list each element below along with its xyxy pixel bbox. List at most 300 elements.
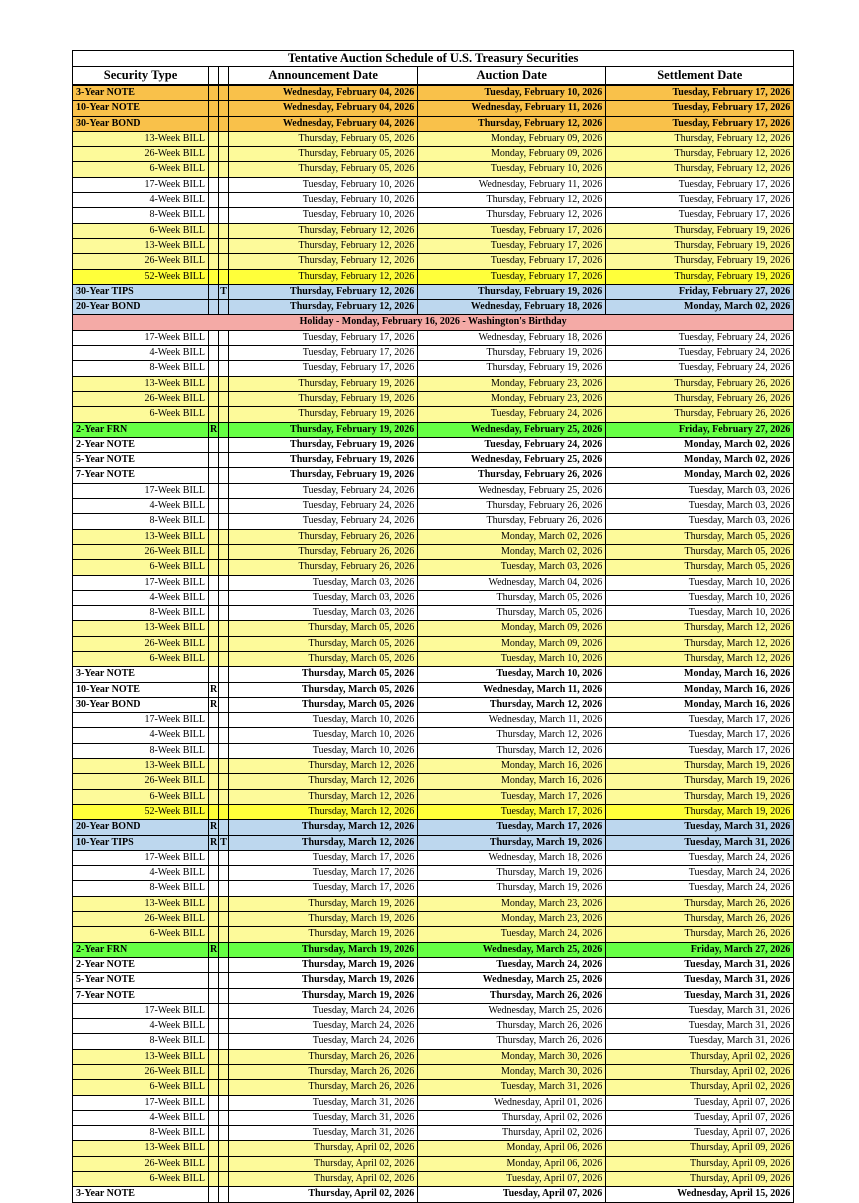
auction-date-cell: Monday, March 09, 2026 xyxy=(418,636,606,651)
tips-flag-cell xyxy=(219,881,229,896)
schedule-row xyxy=(73,499,794,514)
schedule-row xyxy=(73,85,794,101)
settlement-date-cell: Thursday, February 19, 2026 xyxy=(606,238,794,253)
settlement-date-cell: Monday, March 02, 2026 xyxy=(606,300,794,315)
security-type-cell: 52-Week BILL xyxy=(73,804,209,819)
tips-flag-cell xyxy=(219,269,229,284)
settlement-date-cell: Tuesday, February 17, 2026 xyxy=(606,85,794,101)
announcement-date-cell: Tuesday, February 10, 2026 xyxy=(229,208,418,223)
auction-date-cell: Monday, March 30, 2026 xyxy=(418,1049,606,1064)
tips-flag-cell xyxy=(219,101,229,116)
reopening-flag-cell: R xyxy=(209,820,219,835)
reopening-flag-cell xyxy=(209,713,219,728)
security-type-cell: 4-Week BILL xyxy=(73,1110,209,1125)
announcement-date-cell: Tuesday, March 10, 2026 xyxy=(229,743,418,758)
auction-date-cell: Wednesday, March 25, 2026 xyxy=(418,942,606,957)
reopening-flag-cell xyxy=(209,1095,219,1110)
security-type-cell: 6-Week BILL xyxy=(73,162,209,177)
announcement-date-cell: Thursday, March 19, 2026 xyxy=(229,927,418,942)
settlement-date-cell: Tuesday, March 10, 2026 xyxy=(606,575,794,590)
auction-date-cell: Wednesday, February 25, 2026 xyxy=(418,483,606,498)
settlement-date-cell: Thursday, February 12, 2026 xyxy=(606,131,794,146)
schedule-row xyxy=(73,254,794,269)
tips-flag-cell xyxy=(219,1156,229,1171)
announcement-date-cell: Thursday, February 19, 2026 xyxy=(229,468,418,483)
announcement-date-cell: Thursday, February 12, 2026 xyxy=(229,254,418,269)
announcement-date-cell: Thursday, February 12, 2026 xyxy=(229,223,418,238)
settlement-date-cell: Thursday, February 12, 2026 xyxy=(606,147,794,162)
security-type-cell: 20-Year BOND xyxy=(73,820,209,835)
schedule-row xyxy=(73,300,794,315)
settlement-date-cell: Tuesday, March 31, 2026 xyxy=(606,1034,794,1049)
reopening-flag-cell xyxy=(209,789,219,804)
announcement-date-cell: Tuesday, March 24, 2026 xyxy=(229,1003,418,1018)
auction-date-cell: Thursday, March 26, 2026 xyxy=(418,1019,606,1034)
settlement-date-cell: Thursday, February 19, 2026 xyxy=(606,223,794,238)
security-type-cell: 10-Year TIPS xyxy=(73,835,209,850)
schedule-row xyxy=(73,804,794,819)
schedule-row xyxy=(73,223,794,238)
reopening-flag-cell xyxy=(209,606,219,621)
header-auction-date: Auction Date xyxy=(418,67,606,86)
tips-flag-cell xyxy=(219,590,229,605)
tips-flag-cell xyxy=(219,606,229,621)
settlement-date-cell: Tuesday, March 31, 2026 xyxy=(606,820,794,835)
reopening-flag-cell xyxy=(209,590,219,605)
security-type-cell: 8-Week BILL xyxy=(73,881,209,896)
security-type-cell: 5-Year NOTE xyxy=(73,973,209,988)
announcement-date-cell: Thursday, February 19, 2026 xyxy=(229,422,418,437)
security-type-cell: 13-Week BILL xyxy=(73,896,209,911)
tips-flag-cell xyxy=(219,483,229,498)
auction-date-cell: Wednesday, February 25, 2026 xyxy=(418,453,606,468)
tips-flag-cell xyxy=(219,682,229,697)
announcement-date-cell: Thursday, February 19, 2026 xyxy=(229,391,418,406)
schedule-row xyxy=(73,1034,794,1049)
security-type-cell: 3-Year NOTE xyxy=(73,85,209,101)
reopening-flag-cell xyxy=(209,896,219,911)
announcement-date-cell: Tuesday, March 10, 2026 xyxy=(229,728,418,743)
reopening-flag-cell xyxy=(209,468,219,483)
auction-date-cell: Monday, February 23, 2026 xyxy=(418,376,606,391)
settlement-date-cell: Monday, March 16, 2026 xyxy=(606,682,794,697)
schedule-row xyxy=(73,636,794,651)
announcement-date-cell: Thursday, March 19, 2026 xyxy=(229,912,418,927)
settlement-date-cell: Thursday, April 09, 2026 xyxy=(606,1141,794,1156)
reopening-flag-cell xyxy=(209,1172,219,1187)
announcement-date-cell: Wednesday, February 04, 2026 xyxy=(229,85,418,101)
announcement-date-cell: Thursday, February 19, 2026 xyxy=(229,453,418,468)
settlement-date-cell: Thursday, March 26, 2026 xyxy=(606,896,794,911)
security-type-cell: 6-Week BILL xyxy=(73,407,209,422)
reopening-flag-cell xyxy=(209,407,219,422)
reopening-flag-cell xyxy=(209,300,219,315)
reopening-flag-cell xyxy=(209,804,219,819)
security-type-cell: 4-Week BILL xyxy=(73,499,209,514)
reopening-flag-cell xyxy=(209,223,219,238)
reopening-flag-cell xyxy=(209,177,219,192)
schedule-row xyxy=(73,713,794,728)
reopening-flag-cell xyxy=(209,284,219,299)
announcement-date-cell: Tuesday, February 24, 2026 xyxy=(229,514,418,529)
schedule-row xyxy=(73,759,794,774)
auction-date-cell: Thursday, February 26, 2026 xyxy=(418,468,606,483)
reopening-flag-cell xyxy=(209,988,219,1003)
auction-date-cell: Wednesday, February 11, 2026 xyxy=(418,101,606,116)
announcement-date-cell: Tuesday, March 03, 2026 xyxy=(229,606,418,621)
settlement-date-cell: Tuesday, March 31, 2026 xyxy=(606,835,794,850)
security-type-cell: 3-Year NOTE xyxy=(73,1187,209,1202)
schedule-row xyxy=(73,820,794,835)
security-type-cell: 10-Year NOTE xyxy=(73,682,209,697)
tips-flag-cell xyxy=(219,621,229,636)
announcement-date-cell: Wednesday, February 04, 2026 xyxy=(229,101,418,116)
header-row xyxy=(73,67,794,86)
announcement-date-cell: Thursday, April 02, 2026 xyxy=(229,1141,418,1156)
auction-date-cell: Thursday, April 02, 2026 xyxy=(418,1110,606,1125)
reopening-flag-cell xyxy=(209,544,219,559)
settlement-date-cell: Thursday, April 02, 2026 xyxy=(606,1065,794,1080)
reopening-flag-cell xyxy=(209,728,219,743)
schedule-row xyxy=(73,743,794,758)
auction-date-cell: Wednesday, February 25, 2026 xyxy=(418,422,606,437)
security-type-cell: 26-Week BILL xyxy=(73,544,209,559)
settlement-date-cell: Tuesday, March 31, 2026 xyxy=(606,1003,794,1018)
settlement-date-cell: Monday, March 02, 2026 xyxy=(606,437,794,452)
schedule-row xyxy=(73,728,794,743)
settlement-date-cell: Tuesday, March 31, 2026 xyxy=(606,988,794,1003)
announcement-date-cell: Thursday, April 02, 2026 xyxy=(229,1172,418,1187)
auction-date-cell: Wednesday, March 18, 2026 xyxy=(418,850,606,865)
announcement-date-cell: Thursday, February 12, 2026 xyxy=(229,269,418,284)
settlement-date-cell: Tuesday, April 07, 2026 xyxy=(606,1110,794,1125)
auction-date-cell: Wednesday, March 11, 2026 xyxy=(418,713,606,728)
tips-flag-cell: T xyxy=(219,284,229,299)
settlement-date-cell: Thursday, March 05, 2026 xyxy=(606,544,794,559)
security-type-cell: 6-Week BILL xyxy=(73,1172,209,1187)
schedule-row xyxy=(73,407,794,422)
schedule-row xyxy=(73,973,794,988)
reopening-flag-cell xyxy=(209,346,219,361)
announcement-date-cell: Tuesday, February 24, 2026 xyxy=(229,483,418,498)
auction-date-cell: Tuesday, February 17, 2026 xyxy=(418,238,606,253)
schedule-row xyxy=(73,468,794,483)
schedule-row xyxy=(73,437,794,452)
announcement-date-cell: Tuesday, March 03, 2026 xyxy=(229,575,418,590)
announcement-date-cell: Tuesday, February 10, 2026 xyxy=(229,177,418,192)
announcement-date-cell: Tuesday, February 17, 2026 xyxy=(229,361,418,376)
reopening-flag-cell xyxy=(209,391,219,406)
schedule-row xyxy=(73,544,794,559)
schedule-row xyxy=(73,942,794,957)
tips-flag-cell xyxy=(219,774,229,789)
security-type-cell: 6-Week BILL xyxy=(73,927,209,942)
settlement-date-cell: Thursday, March 12, 2026 xyxy=(606,636,794,651)
schedule-row xyxy=(73,697,794,712)
reopening-flag-cell: R xyxy=(209,835,219,850)
announcement-date-cell: Tuesday, March 10, 2026 xyxy=(229,713,418,728)
settlement-date-cell: Tuesday, March 10, 2026 xyxy=(606,606,794,621)
reopening-flag-cell xyxy=(209,927,219,942)
settlement-date-cell: Tuesday, March 24, 2026 xyxy=(606,866,794,881)
schedule-row xyxy=(73,269,794,284)
auction-date-cell: Monday, April 06, 2026 xyxy=(418,1141,606,1156)
announcement-date-cell: Thursday, March 12, 2026 xyxy=(229,835,418,850)
announcement-date-cell: Tuesday, March 24, 2026 xyxy=(229,1019,418,1034)
reopening-flag-cell: R xyxy=(209,682,219,697)
settlement-date-cell: Monday, March 16, 2026 xyxy=(606,667,794,682)
security-type-cell: 17-Week BILL xyxy=(73,1095,209,1110)
auction-date-cell: Monday, March 02, 2026 xyxy=(418,529,606,544)
announcement-date-cell: Tuesday, March 17, 2026 xyxy=(229,850,418,865)
tips-flag-cell xyxy=(219,850,229,865)
schedule-row xyxy=(73,131,794,146)
settlement-date-cell: Monday, March 16, 2026 xyxy=(606,697,794,712)
schedule-row xyxy=(73,361,794,376)
settlement-date-cell: Tuesday, March 03, 2026 xyxy=(606,514,794,529)
security-type-cell: 13-Week BILL xyxy=(73,621,209,636)
schedule-row xyxy=(73,238,794,253)
security-type-cell: 4-Week BILL xyxy=(73,866,209,881)
tips-flag-cell xyxy=(219,407,229,422)
announcement-date-cell: Thursday, March 05, 2026 xyxy=(229,667,418,682)
announcement-date-cell: Thursday, March 05, 2026 xyxy=(229,651,418,666)
announcement-date-cell: Thursday, March 19, 2026 xyxy=(229,942,418,957)
tips-flag-cell xyxy=(219,422,229,437)
schedule-row xyxy=(73,912,794,927)
reopening-flag-cell xyxy=(209,1049,219,1064)
security-type-cell: 4-Week BILL xyxy=(73,346,209,361)
schedule-row xyxy=(73,575,794,590)
reopening-flag-cell xyxy=(209,973,219,988)
announcement-date-cell: Thursday, April 02, 2026 xyxy=(229,1156,418,1171)
announcement-date-cell: Thursday, March 19, 2026 xyxy=(229,988,418,1003)
settlement-date-cell: Thursday, March 19, 2026 xyxy=(606,789,794,804)
announcement-date-cell: Thursday, March 26, 2026 xyxy=(229,1065,418,1080)
settlement-date-cell: Tuesday, March 31, 2026 xyxy=(606,957,794,972)
reopening-flag-cell xyxy=(209,101,219,116)
auction-date-cell: Monday, March 16, 2026 xyxy=(418,759,606,774)
security-type-cell: 4-Week BILL xyxy=(73,193,209,208)
reopening-flag-cell xyxy=(209,453,219,468)
security-type-cell: 13-Week BILL xyxy=(73,238,209,253)
tips-flag-cell xyxy=(219,116,229,131)
announcement-date-cell: Thursday, February 05, 2026 xyxy=(229,147,418,162)
reopening-flag-cell xyxy=(209,193,219,208)
reopening-flag-cell xyxy=(209,131,219,146)
reopening-flag-cell xyxy=(209,483,219,498)
security-type-cell: 26-Week BILL xyxy=(73,254,209,269)
announcement-date-cell: Thursday, February 26, 2026 xyxy=(229,544,418,559)
tips-flag-cell xyxy=(219,560,229,575)
announcement-date-cell: Tuesday, March 31, 2026 xyxy=(229,1095,418,1110)
security-type-cell: 17-Week BILL xyxy=(73,850,209,865)
announcement-date-cell: Thursday, February 05, 2026 xyxy=(229,162,418,177)
schedule-row xyxy=(73,1141,794,1156)
tips-flag-cell xyxy=(219,208,229,223)
tips-flag-cell xyxy=(219,866,229,881)
schedule-row xyxy=(73,896,794,911)
schedule-row xyxy=(73,866,794,881)
schedule-row xyxy=(73,881,794,896)
security-type-cell: 13-Week BILL xyxy=(73,529,209,544)
security-type-cell: 3-Year NOTE xyxy=(73,667,209,682)
settlement-date-cell: Tuesday, February 17, 2026 xyxy=(606,193,794,208)
reopening-flag-cell xyxy=(209,499,219,514)
settlement-date-cell: Thursday, March 26, 2026 xyxy=(606,927,794,942)
reopening-flag-cell xyxy=(209,1156,219,1171)
header-flag-reopening xyxy=(209,67,219,86)
schedule-row xyxy=(73,208,794,223)
tips-flag-cell xyxy=(219,346,229,361)
tips-flag-cell xyxy=(219,499,229,514)
tips-flag-cell xyxy=(219,391,229,406)
settlement-date-cell: Tuesday, February 17, 2026 xyxy=(606,116,794,131)
settlement-date-cell: Tuesday, March 10, 2026 xyxy=(606,590,794,605)
auction-date-cell: Thursday, March 26, 2026 xyxy=(418,1034,606,1049)
auction-date-cell: Thursday, March 05, 2026 xyxy=(418,606,606,621)
security-type-cell: 8-Week BILL xyxy=(73,361,209,376)
auction-date-cell: Tuesday, March 17, 2026 xyxy=(418,820,606,835)
security-type-cell: 26-Week BILL xyxy=(73,912,209,927)
schedule-title: Tentative Auction Schedule of U.S. Treasury Securities xyxy=(73,51,794,67)
security-type-cell: 17-Week BILL xyxy=(73,177,209,192)
security-type-cell: 17-Week BILL xyxy=(73,483,209,498)
schedule-row xyxy=(73,1065,794,1080)
security-type-cell: 2-Year FRN xyxy=(73,422,209,437)
announcement-date-cell: Thursday, February 12, 2026 xyxy=(229,238,418,253)
settlement-date-cell: Tuesday, April 07, 2026 xyxy=(606,1126,794,1141)
reopening-flag-cell xyxy=(209,330,219,345)
security-type-cell: 26-Week BILL xyxy=(73,391,209,406)
settlement-date-cell: Thursday, February 19, 2026 xyxy=(606,269,794,284)
announcement-date-cell: Thursday, March 26, 2026 xyxy=(229,1049,418,1064)
announcement-date-cell: Thursday, March 19, 2026 xyxy=(229,957,418,972)
tips-flag-cell xyxy=(219,1034,229,1049)
settlement-date-cell: Tuesday, March 24, 2026 xyxy=(606,881,794,896)
reopening-flag-cell xyxy=(209,866,219,881)
tips-flag-cell xyxy=(219,544,229,559)
schedule-row xyxy=(73,1172,794,1187)
auction-date-cell: Tuesday, February 24, 2026 xyxy=(418,437,606,452)
settlement-date-cell: Friday, March 27, 2026 xyxy=(606,942,794,957)
settlement-date-cell: Tuesday, March 03, 2026 xyxy=(606,499,794,514)
security-type-cell: 2-Year NOTE xyxy=(73,437,209,452)
security-type-cell: 8-Week BILL xyxy=(73,1034,209,1049)
reopening-flag-cell xyxy=(209,1003,219,1018)
auction-date-cell: Tuesday, February 17, 2026 xyxy=(418,269,606,284)
tips-flag-cell xyxy=(219,529,229,544)
security-type-cell: 2-Year NOTE xyxy=(73,957,209,972)
tips-flag-cell xyxy=(219,636,229,651)
schedule-row xyxy=(73,1095,794,1110)
auction-date-cell: Thursday, March 19, 2026 xyxy=(418,835,606,850)
schedule-row xyxy=(73,483,794,498)
tips-flag-cell xyxy=(219,957,229,972)
settlement-date-cell: Thursday, March 26, 2026 xyxy=(606,912,794,927)
auction-date-cell: Thursday, April 02, 2026 xyxy=(418,1126,606,1141)
security-type-cell: 6-Week BILL xyxy=(73,651,209,666)
auction-date-cell: Tuesday, March 17, 2026 xyxy=(418,804,606,819)
announcement-date-cell: Thursday, March 05, 2026 xyxy=(229,636,418,651)
announcement-date-cell: Thursday, February 19, 2026 xyxy=(229,376,418,391)
auction-date-cell: Thursday, February 19, 2026 xyxy=(418,361,606,376)
tips-flag-cell xyxy=(219,927,229,942)
tips-flag-cell xyxy=(219,177,229,192)
tips-flag-cell xyxy=(219,1049,229,1064)
schedule-row xyxy=(73,101,794,116)
header-announcement-date: Announcement Date xyxy=(229,67,418,86)
auction-date-cell: Thursday, March 12, 2026 xyxy=(418,697,606,712)
announcement-date-cell: Thursday, February 12, 2026 xyxy=(229,284,418,299)
security-type-cell: 4-Week BILL xyxy=(73,728,209,743)
auction-date-cell: Tuesday, March 03, 2026 xyxy=(418,560,606,575)
announcement-date-cell: Tuesday, February 10, 2026 xyxy=(229,193,418,208)
auction-date-cell: Tuesday, February 10, 2026 xyxy=(418,85,606,101)
security-type-cell: 7-Year NOTE xyxy=(73,468,209,483)
tips-flag-cell xyxy=(219,131,229,146)
auction-date-cell: Tuesday, March 17, 2026 xyxy=(418,789,606,804)
schedule-row xyxy=(73,116,794,131)
tips-flag-cell xyxy=(219,651,229,666)
title-row xyxy=(73,51,794,67)
tips-flag-cell xyxy=(219,514,229,529)
reopening-flag-cell xyxy=(209,208,219,223)
announcement-date-cell: Thursday, March 26, 2026 xyxy=(229,1080,418,1095)
tips-flag-cell xyxy=(219,743,229,758)
reopening-flag-cell xyxy=(209,759,219,774)
settlement-date-cell: Thursday, March 12, 2026 xyxy=(606,651,794,666)
auction-date-cell: Monday, March 09, 2026 xyxy=(418,621,606,636)
settlement-date-cell: Monday, March 02, 2026 xyxy=(606,453,794,468)
holiday-row xyxy=(73,315,794,330)
reopening-flag-cell xyxy=(209,238,219,253)
announcement-date-cell: Thursday, March 05, 2026 xyxy=(229,697,418,712)
auction-date-cell: Tuesday, March 31, 2026 xyxy=(418,1080,606,1095)
reopening-flag-cell xyxy=(209,1141,219,1156)
auction-date-cell: Tuesday, March 24, 2026 xyxy=(418,927,606,942)
reopening-flag-cell xyxy=(209,850,219,865)
reopening-flag-cell xyxy=(209,912,219,927)
tips-flag-cell xyxy=(219,942,229,957)
security-type-cell: 13-Week BILL xyxy=(73,759,209,774)
security-type-cell: 52-Week BILL xyxy=(73,269,209,284)
announcement-date-cell: Tuesday, February 24, 2026 xyxy=(229,499,418,514)
auction-date-cell: Thursday, February 12, 2026 xyxy=(418,116,606,131)
security-type-cell: 4-Week BILL xyxy=(73,1019,209,1034)
security-type-cell: 8-Week BILL xyxy=(73,743,209,758)
settlement-date-cell: Thursday, February 19, 2026 xyxy=(606,254,794,269)
security-type-cell: 30-Year BOND xyxy=(73,697,209,712)
schedule-row xyxy=(73,1110,794,1125)
reopening-flag-cell xyxy=(209,881,219,896)
auction-date-cell: Wednesday, March 25, 2026 xyxy=(418,1003,606,1018)
auction-date-cell: Tuesday, March 10, 2026 xyxy=(418,651,606,666)
reopening-flag-cell: R xyxy=(209,697,219,712)
schedule-row xyxy=(73,514,794,529)
tips-flag-cell xyxy=(219,667,229,682)
announcement-date-cell: Thursday, February 19, 2026 xyxy=(229,437,418,452)
tips-flag-cell xyxy=(219,376,229,391)
reopening-flag-cell xyxy=(209,636,219,651)
tips-flag-cell xyxy=(219,575,229,590)
auction-date-cell: Monday, March 23, 2026 xyxy=(418,912,606,927)
auction-schedule-table xyxy=(72,50,794,1203)
auction-date-cell: Monday, February 09, 2026 xyxy=(418,131,606,146)
schedule-row xyxy=(73,346,794,361)
tips-flag-cell xyxy=(219,988,229,1003)
schedule-row xyxy=(73,422,794,437)
